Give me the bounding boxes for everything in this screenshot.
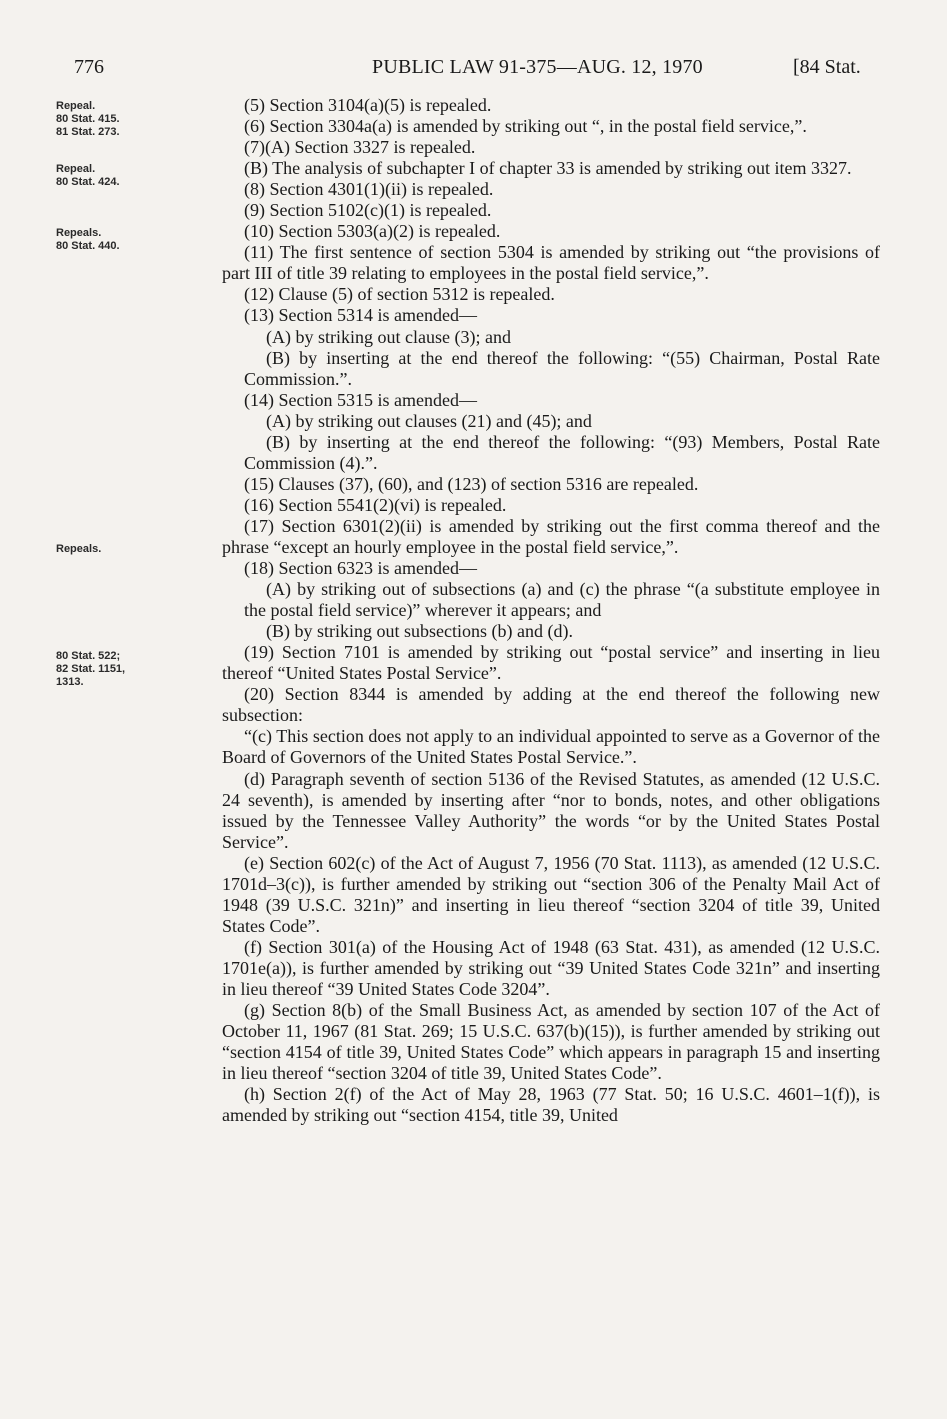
page-title: PUBLIC LAW 91-375—AUG. 12, 1970 [372,56,703,78]
subparagraph: (A) by striking out clauses (21) and (45); and [266,410,592,431]
paragraph: (15) Clauses (37), (60), and (123) of section 5316 are repealed. [244,473,699,494]
statute-text [222,95,880,1126]
paragraph: (B) The analysis of subchapter I of chapter 33 is amended by striking out item 3327. [244,158,852,179]
paragraph: “(c) This section does not apply to an individual appointed to serve as a Governor of the Board of Governors of the United States Postal Service.”. [222,726,880,768]
paragraph: (20) Section 8344 is amended by adding at the end thereof the following new subsection: [222,684,880,726]
paragraph: (13) Section 5314 is amended— [244,305,477,326]
page-number: 776 [74,56,104,78]
paragraph: (11) The first sentence of section 5304 is amended by striking out “the provisions of part III of title 39 relating to employees in the postal field service,”. [222,242,880,284]
paragraph: (10) Section 5303(a)(2) is repealed. [244,221,501,242]
paragraph: (18) Section 6323 is amended— [244,558,477,579]
paragraph: (9) Section 5102(c)(1) is repealed. [244,200,492,221]
paragraph: (8) Section 4301(1)(ii) is repealed. [244,179,494,200]
paragraph: (h) Section 2(f) of the Act of May 28, 1963 (77 Stat. 50; 16 U.S.C. 4601–1(f)), is amended by striking out “section 4154, title 39, United [222,1084,880,1126]
paragraph: (14) Section 5315 is amended— [244,389,477,410]
margin-note: Repeal. 80 Stat. 424. [56,163,120,188]
margin-note: Repeals. [56,543,102,555]
paragraph: (e) Section 602(c) of the Act of August 7, 1956 (70 Stat. 1113), as amended (12 U.S.C. 1701d–3(c)), is further amended by striking out “section 306 of the Penalty Mail Act of 1948 (39 U.S.C. 321n)” and inserting in lieu thereof “section 3204 of title 39, United States Code”. [222,852,880,936]
paragraph: (g) Section 8(b) of the Small Business Act, as amended by section 107 of the Act of October 11, 1967 (81 Stat. 269; 15 U.S.C. 637(b)(15)), is further amended by striking out “section 4154 of title 39, United States Code” which appears in paragraph 15 and inserting in lieu thereof “section 3204 of title 39, United States Code”. [222,1000,880,1084]
paragraph: (7)(A) Section 3327 is repealed. [244,137,476,158]
margin-note: Repeals. 80 Stat. 440. [56,227,120,252]
paragraph: (f) Section 301(a) of the Housing Act of 1948 (63 Stat. 431), as amended (12 U.S.C. 1701e(a)), is further amended by striking out “39 United States Code 321n” and inserting in lieu thereof “39 United States Code 3204”. [222,936,880,999]
paragraph: (16) Section 5541(2)(vi) is repealed. [244,494,507,515]
paragraph: (d) Paragraph seventh of section 5136 of the Revised Statutes, as amended (12 U.S.C. 24 seventh), is amended by inserting after “nor to bonds, notes, and other obligations issued by the Tennessee Valley Authority” the words “or by the United States Postal Service”. [222,768,880,852]
subparagraph: (B) by inserting at the end thereof the following: “(55) Chairman, Postal Rate Commission.”. [244,347,880,389]
margin-note: Repeal. 80 Stat. 415. 81 Stat. 273. [56,100,120,138]
paragraph: (17) Section 6301(2)(ii) is amended by striking out the first comma thereof and the phrase “except an hourly employee in the postal field service,”. [222,515,880,557]
stat-volume: [84 Stat. [793,56,861,78]
paragraph: (5) Section 3104(a)(5) is repealed. [244,95,492,115]
subparagraph: (B) by inserting at the end thereof the following: “(93) Members, Postal Rate Commission (4).”. [244,431,880,473]
paragraph: (6) Section 3304a(a) is amended by striking out “, in the postal field service,”. [244,116,807,137]
subparagraph: (A) by striking out of subsections (a) and (c) the phrase “(a substitute employee in the postal field service)” wherever it appears; and [244,579,880,621]
paragraph: (19) Section 7101 is amended by striking out “postal service” and inserting in lieu thereof “United States Postal Service”. [222,642,880,684]
subparagraph: (B) by striking out subsections (b) and (d). [266,621,573,642]
margin-note: 80 Stat. 522; 82 Stat. 1151, 1313. [56,650,126,688]
page-header [0,56,947,86]
paragraph: (12) Clause (5) of section 5312 is repealed. [244,284,555,305]
subparagraph: (A) by striking out clause (3); and [266,326,511,347]
